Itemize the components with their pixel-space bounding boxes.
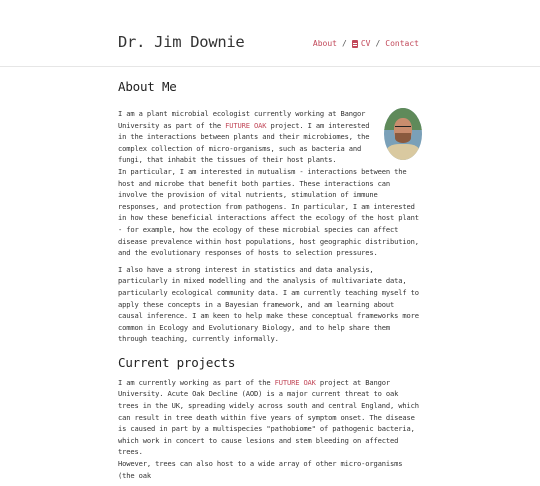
projects-p1-text-cont: project at Bangor University. Acute Oak Decline (AOD) is a major current threat to oak trees in the UK, spreading widely across south and central England, which can result in tree death within five years of symptom onset. The disease is caused in part by a multispecies "pathobiome" of pathogenic bacteria, which work in concert to cause lesions and stem bleeding on affected trees. bbox=[118, 377, 419, 457]
main-content bbox=[118, 78, 422, 486]
nav-cv-label: CV bbox=[360, 39, 371, 48]
about-paragraph-1 bbox=[118, 108, 422, 166]
photo-glasses bbox=[395, 126, 411, 131]
main-nav bbox=[313, 39, 419, 48]
future-oak-link[interactable]: FUTURE OAK bbox=[274, 377, 316, 387]
photo-shirt bbox=[386, 144, 420, 160]
about-p1-text-cont: project. I am interested in the interactions between plants and their microbiomes, the complex collection of micro-organisms, such as bacteria and fungi, that inhabit the tissues of their host plants. bbox=[118, 120, 370, 165]
nav-about-link[interactable]: About bbox=[312, 39, 337, 48]
site-header bbox=[0, 0, 540, 67]
about-p1-text: I am a plant microbial ecologist currently working at Bangor University as part of the bbox=[118, 109, 366, 130]
projects-paragraph-2: However, trees can also host to a wide array of other micro-organisms (the oak bbox=[118, 459, 403, 480]
nav-cv-link[interactable] bbox=[352, 39, 371, 48]
projects-paragraph-1 bbox=[118, 377, 422, 458]
projects-p1-text: I am currently working as part of the bbox=[118, 377, 275, 387]
photo-beard bbox=[395, 133, 411, 143]
site-title[interactable]: Dr. Jim Downie bbox=[118, 33, 245, 51]
projects-heading: Current projects bbox=[118, 354, 236, 370]
nav-separator: / bbox=[341, 39, 347, 48]
future-oak-link[interactable]: FUTURE OAK bbox=[225, 120, 267, 130]
about-paragraph-3: I also have a strong interest in statistics and data analysis, particularly in mixed modelling and the analysis of multivariate data, particularly ecological community data. I am currently teaching myself to apply these concepts in a Bayesian framework, and am learning about causal inference. I am keen to help make these conceptual frameworks more common in Ecology and Evolutionary Biology, and to help share them through teaching, currently informally. bbox=[118, 264, 419, 344]
pdf-file-icon bbox=[352, 40, 358, 48]
nav-contact-link[interactable]: Contact bbox=[385, 39, 419, 48]
profile-photo bbox=[384, 108, 422, 160]
about-paragraph-2: In particular, I am interested in mutualism - interactions between the host and microbe that benefit both parties. These interactions can involve the provision of vital nutrients, stimulation of immune responses, and protection from pathogens. In particular, I am interested in how these beneficial interactions affect the ecology of the host plant - for example, how the ecology of these microbial species can affect disease prevalence within host populations, host geographic distribution, and the evolutionary responses of hosts to selection pressures. bbox=[118, 166, 419, 258]
nav-separator: / bbox=[375, 39, 381, 48]
about-heading: About Me bbox=[118, 79, 177, 94]
